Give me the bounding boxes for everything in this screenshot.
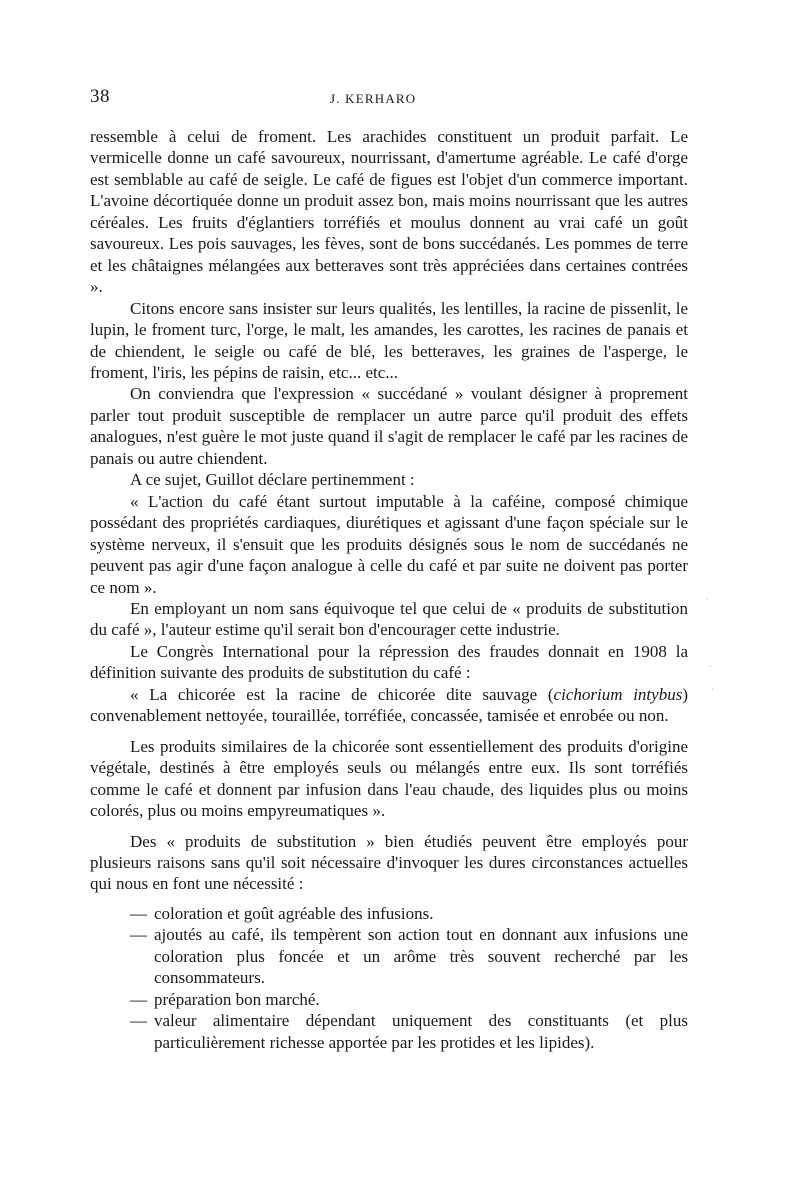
paragraph-7: Le Congrès International pour la répression des fraudes donnait en 1908 la définition suivante des produits de substitution du café : <box>90 641 688 683</box>
paragraph-4: A ce sujet, Guillot déclare pertinemment : <box>130 470 415 490</box>
list-item <box>90 903 688 924</box>
paragraph-10: Des « produits de substitution » bien étudiés peuvent être employés pour plusieurs raisons sans qu'il soit nécessaire d'invoquer les dures circonstances actuelles qui nous en font une nécessité : <box>90 831 688 894</box>
paragraph-8-text-a: « La chicorée est la racine de chicorée dite sauvage ( <box>130 684 554 704</box>
reasons-list <box>90 903 688 1053</box>
list-item <box>90 1010 688 1053</box>
paragraph-3: On conviendra que l'expression « succédané » voulant désigner à proprement parler tout produit susceptible de remplacer un autre parce qu'il produit des effets analogues, n'est guère le mot juste quand il s'agit de remplacer le café par les racines de panais ou autre chiendent. <box>90 384 688 468</box>
list-item-text: valeur alimentaire dépendant uniquement des constituants (et plus particulièrement richesse apportée par les protides et les lipides). <box>154 1011 688 1052</box>
list-dash: — <box>130 1011 147 1031</box>
paragraph-8-species-name: cichorium intybus <box>553 684 683 704</box>
paragraph-2: Citons encore sans insister sur leurs qualités, les lentilles, la racine de pissenlit, le lupin, le froment turc, l'orge, le malt, les amandes, les carottes, les racines de panais et de chiendent, le seigle ou café de blé, les betteraves, les graines de l'asperge, le froment, l'iris, les pépins de raisin, etc... etc... <box>90 298 688 382</box>
paragraph-8-text-b: ) convenablement nettoyée, touraillée, torréfiée, concassée, tamisée et enrobée ou non. <box>90 684 688 726</box>
paragraph-6: En employant un nom sans équivoque tel que celui de « produits de substitution du café », l'auteur estime qu'il serait bon d'encourager cette industrie. <box>90 598 688 640</box>
list-dash: — <box>130 903 147 923</box>
list-item-text: préparation bon marché. <box>154 989 320 1009</box>
paragraph-8-quote <box>90 684 688 727</box>
margin-speck: · <box>706 595 709 604</box>
list-dash: — <box>130 989 147 1009</box>
body-text <box>90 126 688 1053</box>
list-item <box>90 924 688 988</box>
paragraph-5-quote: « L'action du café étant surtout imputable à la caféine, composé chimique possédant des propriétés cardiaques, diurétiques et agissant d'une façon spéciale sur le système nerveux, il s'ensuit que les produits désignés sous le nom de succédanés ne peuvent pas agir d'une façon analogue à celle du café et par suite ne doivent pas porter ce nom ». <box>90 491 688 597</box>
paragraph-1: ressemble à celui de froment. Les arachides constituent un produit parfait. Le vermicelle donne un café savoureux, nourrissant, d'amertume agréable. Le café d'orge est semblable au café de seigle. Le café de figues est l'objet d'un commerce important. L'avoine décortiquée donne un produit assez bon, mais moins nourrissant que les autres céréales. Les fruits d'églantiers torréfiés et moulus donnent au vrai café un goût savoureux. Les pois sauvages, les fèves, sont de bons succédanés. Les pommes de terre et les châtaignes mélangées aux betteraves sont très appréciées dans certaines contrées ». <box>90 127 688 297</box>
margin-speck: · <box>711 685 714 694</box>
list-item <box>90 989 688 1010</box>
list-item-text: coloration et goût agréable des infusions. <box>154 903 434 923</box>
list-item-text: ajoutés au café, ils tempèrent son action tout en donnant aux infusions une coloration plus foncée et un arôme très souvent recherché par les consommateurs. <box>154 925 688 988</box>
page-number: 38 <box>90 86 110 107</box>
list-dash: — <box>130 925 147 945</box>
running-head-author: J. KERHARO <box>330 91 417 106</box>
paragraph-9-quote: Les produits similaires de la chicorée sont essentiellement des produits d'origine végétale, destinés à être employés seuls ou mélangés entre eux. Ils sont torréfiés comme le café et donnent par infusion dans l'eau chaude, des liquides plus ou moins colorés, plus ou moins empyreumatiques ». <box>90 736 688 821</box>
margin-speck: · <box>709 662 712 671</box>
